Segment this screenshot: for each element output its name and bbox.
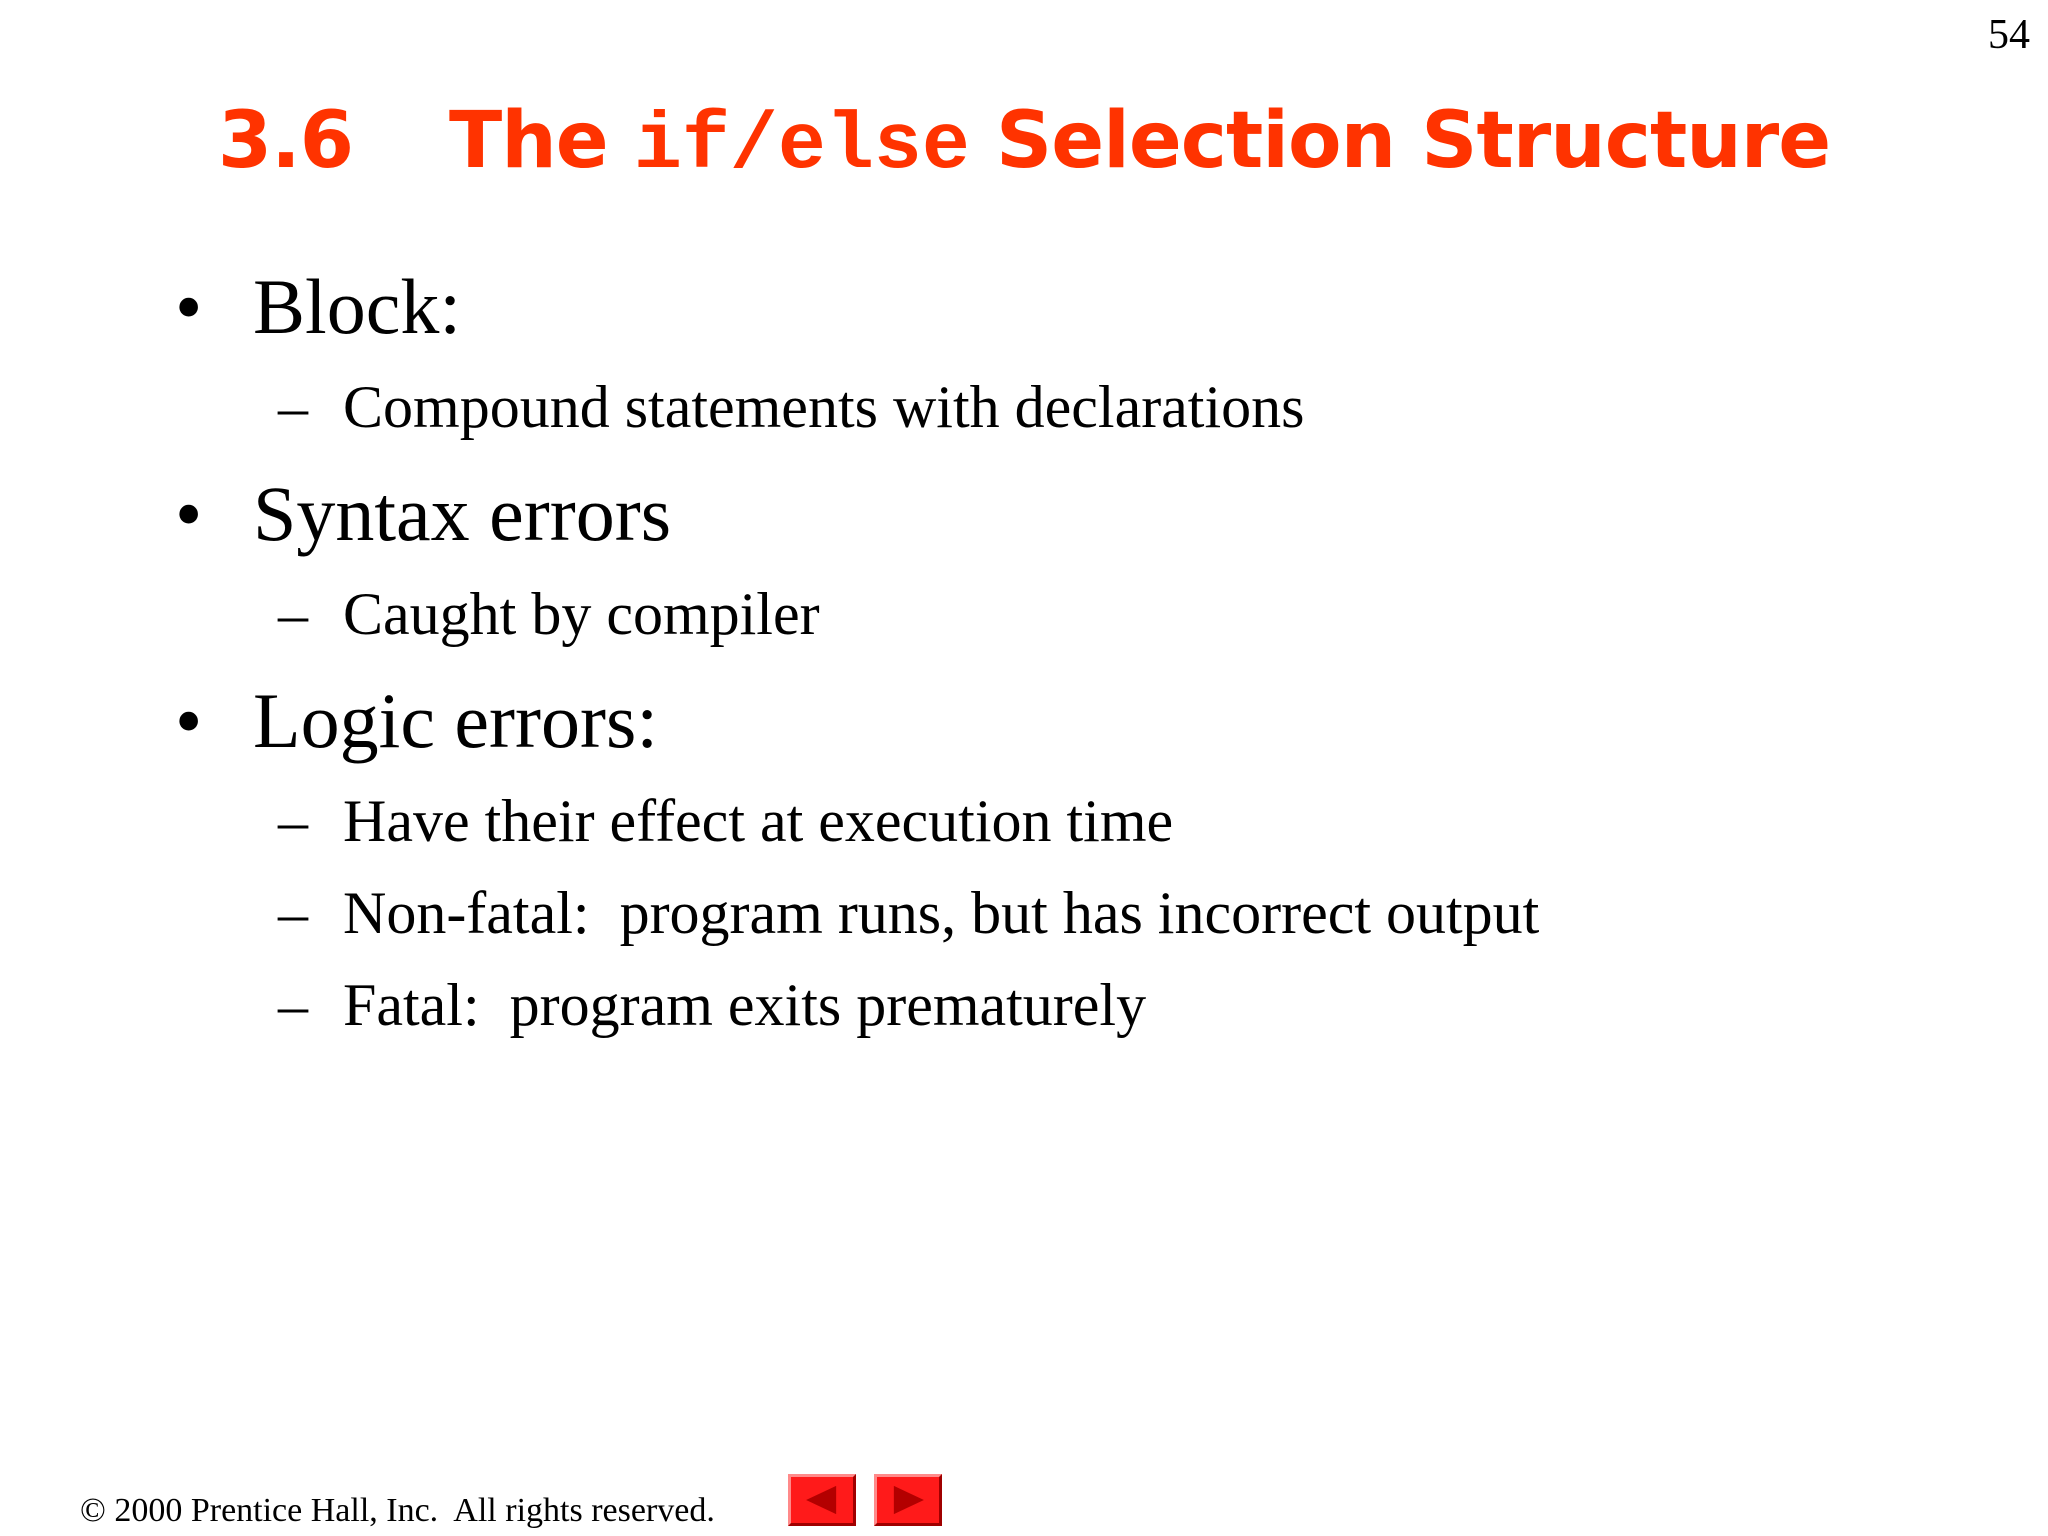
- bullet-dot: •: [175, 677, 203, 764]
- sub-dash: –: [278, 788, 308, 854]
- sub-item: [278, 581, 820, 647]
- bullet-text: Logic errors:: [253, 677, 659, 764]
- slide-number: 54: [1988, 12, 2030, 58]
- bullet-text: Block:: [253, 263, 461, 350]
- title-suffix: Selection Structure: [969, 96, 1831, 186]
- bullet-item: [175, 263, 461, 350]
- sub-item-text: Caught by compiler: [343, 581, 820, 647]
- copyright-footer: © 2000 Prentice Hall, Inc. All rights reserved.: [80, 1492, 715, 1529]
- left-triangle-icon: [791, 1477, 853, 1523]
- bullet-dot: •: [175, 470, 203, 557]
- sub-item-text: Compound statements with declarations: [343, 374, 1305, 440]
- next-slide-button[interactable]: [874, 1474, 942, 1526]
- sub-item: [278, 972, 1147, 1038]
- sub-item-text: Non-fatal: program runs, but has incorrect output: [343, 880, 1540, 946]
- bullet-dot: •: [175, 263, 203, 350]
- sub-dash: –: [278, 972, 308, 1038]
- sub-item: [278, 374, 1305, 440]
- section-number: 3.6: [217, 96, 354, 186]
- slide-title: [0, 96, 2048, 192]
- right-triangle-icon: [877, 1477, 939, 1523]
- sub-item: [278, 788, 1174, 854]
- sub-dash: –: [278, 374, 308, 440]
- title-code: if/else: [633, 101, 970, 192]
- bullet-item: [175, 470, 672, 557]
- title-prefix: The: [449, 96, 634, 186]
- previous-slide-button[interactable]: [788, 1474, 856, 1526]
- sub-item-text: Fatal: program exits prematurely: [343, 972, 1147, 1038]
- bullet-text: Syntax errors: [253, 470, 672, 557]
- bullet-item: [175, 677, 659, 764]
- sub-dash: –: [278, 880, 308, 946]
- sub-item-text: Have their effect at execution time: [343, 788, 1174, 854]
- sub-dash: –: [278, 581, 308, 647]
- sub-item: [278, 880, 1540, 946]
